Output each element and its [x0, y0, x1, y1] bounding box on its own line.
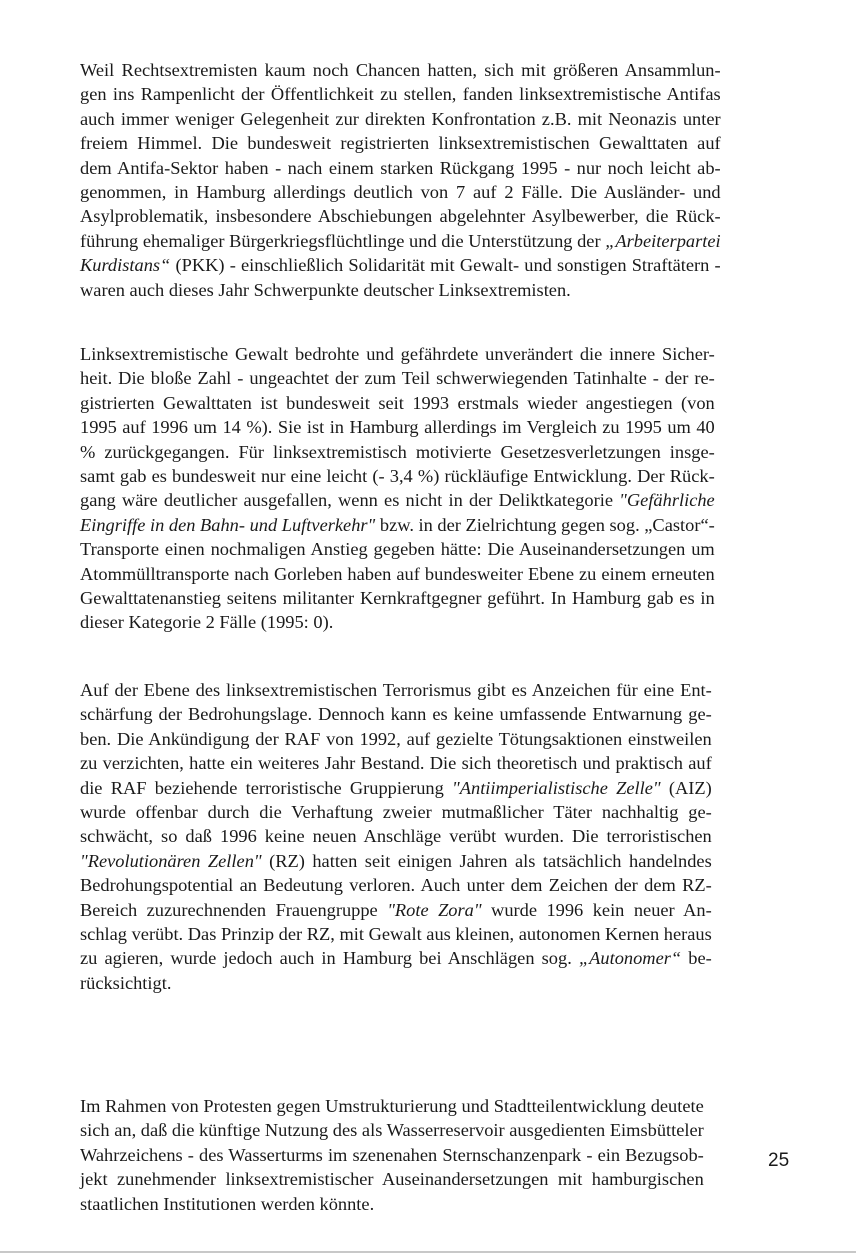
text-segment: die RAF beziehende terroristische Gruppierung [80, 777, 453, 798]
text-segment: bzw. in der Zielrichtung gegen sog. „Castor“- [375, 514, 715, 535]
text-line [80, 1167, 704, 1191]
text-segment: schlag verübt. Das Prinzip der RZ, mit Gewalt aus kleinen, autonomen Kernen heraus [80, 924, 712, 945]
text-segment: Wahrzeichens - des Wasserturms im szenenahen Sternschanzenpark - ein Bezugsob- [80, 1144, 704, 1165]
text-line [80, 391, 715, 415]
text-line [80, 1094, 704, 1118]
text-segment: dem Antifa-Sektor haben - nach einem starken Rückgang 1995 - nur noch leicht ab- [80, 157, 721, 178]
text-segment: (AIZ) [660, 777, 712, 798]
text-line [80, 1192, 704, 1216]
text-segment: waren auch dieses Jahr Schwerpunkte deutscher Linksextremisten. [80, 279, 571, 300]
text-line [80, 751, 712, 775]
text-segment: Transporte einen nochmaligen Anstieg gegeben hätte: Die Auseinandersetzungen um [80, 539, 715, 560]
text-line [80, 180, 721, 204]
text-line [80, 702, 712, 726]
text-segment: % zurückgegangen. Für linksextremistisch motivierte Gesetzesverletzungen insge- [80, 441, 715, 462]
text-line [80, 610, 715, 634]
text-line [80, 342, 715, 366]
text-segment: dieser Kategorie 2 Fälle (1995: 0). [80, 612, 334, 633]
italic-title: "Antiimperialistische Zelle" [452, 777, 661, 798]
italic-title: "Revolutionären Zellen" [80, 850, 262, 871]
text-segment: Asylproblematik, insbesondere Abschiebungen abgelehnter Asylbewerber, die Rück- [80, 206, 721, 227]
text-line [80, 800, 712, 824]
text-segment: Auf der Ebene des linksextremistischen Terrorismus gibt es Anzeichen für eine Ent- [80, 680, 712, 700]
text-segment: samt gab es bundesweit nur eine leicht (- 3,4 %) rückläufige Entwicklung. Der Rück- [80, 466, 715, 487]
text-line [80, 537, 715, 561]
text-segment: (RZ) hatten seit einigen Jahren als tatsächlich handelndes [261, 850, 712, 871]
italic-title: "Rote Zora" [387, 899, 482, 920]
text-line [80, 513, 715, 537]
text-segment: be- [681, 948, 712, 969]
page-number: 25 [768, 1150, 790, 1171]
text-line [80, 229, 721, 253]
text-line [80, 824, 712, 848]
paragraph-violence [80, 342, 715, 635]
text-segment: (PKK) - einschließlich Solidarität mit Gewalt- und sonstigen Straftätern - [170, 255, 721, 276]
italic-title: "Gefährliche [619, 490, 715, 511]
text-line [80, 727, 712, 751]
text-segment: Gewalttatenanstieg seitens militanter Kernkraftgegner geführt. In Hamburg gab es in [80, 588, 715, 609]
italic-title: Eingriffe in den Bahn- und Luftverkehr" [80, 514, 376, 535]
text-segment: staatlichen Institutionen werden könnte. [80, 1193, 375, 1214]
text-segment: Bedrohungspotential an Bedeutung verloren. Auch unter dem Zeichen der dem RZ- [80, 875, 712, 896]
text-segment: heit. Die bloße Zahl - ungeachtet der zum Teil schwerwiegenden Tatinhalte - der re- [80, 368, 715, 389]
italic-title: „Autonomer“ [578, 948, 682, 969]
text-segment: gang wäre deutlicher ausgefallen, wenn es nicht in der Deliktkategorie [80, 490, 620, 511]
text-line [80, 253, 721, 277]
text-line [80, 971, 712, 995]
text-line [80, 922, 712, 946]
text-line [80, 415, 715, 439]
text-segment: rücksichtigt. [80, 972, 172, 993]
text-segment: Im Rahmen von Protesten gegen Umstrukturierung und Stadtteilentwicklung deutete [80, 1096, 704, 1116]
text-line [80, 898, 712, 922]
text-line [80, 1118, 704, 1142]
text-segment: schwächt, so daß 1996 keine neuen Anschläge verübt wurden. Die terroristischen [80, 826, 712, 847]
text-segment: gistrierten Gewalttaten ist bundesweit seit 1993 erstmals wieder angestiegen (von [80, 392, 715, 413]
text-segment: gen ins Rampenlicht der Öffentlichkeit zu stellen, fanden linksextremistische Antifas [80, 84, 721, 105]
text-line [80, 488, 715, 512]
text-segment: Bereich zuzurechnenden Frauengruppe [80, 899, 388, 920]
italic-title: „Arbeiterpartei [605, 230, 721, 251]
text-segment: schärfung der Bedrohungslage. Dennoch kann es keine umfassende Entwarnung ge- [80, 704, 712, 725]
text-line [80, 776, 712, 800]
text-line [80, 278, 721, 302]
text-line [80, 873, 712, 897]
text-line [80, 440, 715, 464]
text-line [80, 204, 721, 228]
paragraph-antifa [80, 58, 721, 302]
text-segment: führung ehemaliger Bürgerkriegsflüchtlinge und die Unterstützung der [80, 230, 606, 251]
text-segment: genommen, in Hamburg allerdings deutlich von 7 auf 2 Fälle. Die Ausländer- und [80, 182, 721, 203]
text-line [80, 366, 715, 390]
text-line [80, 562, 715, 586]
bottom-divider [0, 1251, 856, 1253]
text-line [80, 464, 715, 488]
text-segment: zu verzichten, hatte ein weiteres Jahr Bestand. Die sich theoretisch und praktisch auf [80, 753, 712, 774]
text-segment: wurde 1996 kein neuer An- [481, 899, 712, 920]
text-segment: 1995 auf 1996 um 14 %). Sie ist in Hamburg allerdings im Vergleich zu 1995 um 40 [80, 417, 715, 438]
text-segment: zu agieren, wurde jedoch auch in Hamburg bei Anschlägen sog. [80, 948, 579, 969]
paragraph-terrorism [80, 678, 712, 995]
paragraph-wasserturm [80, 1094, 704, 1216]
text-segment: freiem Himmel. Die bundesweit registrierten linksextremistischen Gewalttaten auf [80, 133, 721, 154]
text-segment: jekt zunehmender linksextremistischer Auseinandersetzungen mit hamburgischen [80, 1169, 704, 1190]
text-line [80, 156, 721, 180]
text-line [80, 849, 712, 873]
text-segment: Linksextremistische Gewalt bedrohte und gefährdete unverändert die innere Sicher- [80, 344, 715, 364]
text-segment: auch immer weniger Gelegenheit zur direkten Konfrontation z.B. mit Neonazis unter [80, 108, 721, 129]
text-line [80, 678, 712, 702]
text-line [80, 58, 721, 82]
text-segment: sich an, daß die künftige Nutzung des als Wasserreservoir ausgedienten Eimsbütteler [80, 1120, 704, 1141]
text-segment: Weil Rechtsextremisten kaum noch Chancen hatten, sich mit größeren Ansammlun- [80, 60, 721, 80]
text-line [80, 1143, 704, 1167]
text-line [80, 131, 721, 155]
text-segment: Atommülltransporte nach Gorleben haben auf bundesweiter Ebene zu einem erneuten [80, 563, 715, 584]
text-line [80, 82, 721, 106]
text-line [80, 586, 715, 610]
text-segment: ben. Die Ankündigung der RAF von 1992, auf gezielte Tötungsaktionen einstweilen [80, 728, 712, 749]
italic-title: Kurdistans“ [80, 255, 171, 276]
text-segment: wurde offenbar durch die Verhaftung zweier mutmaßlicher Täter nachhaltig ge- [80, 802, 712, 823]
text-line [80, 107, 721, 131]
text-line [80, 946, 712, 970]
